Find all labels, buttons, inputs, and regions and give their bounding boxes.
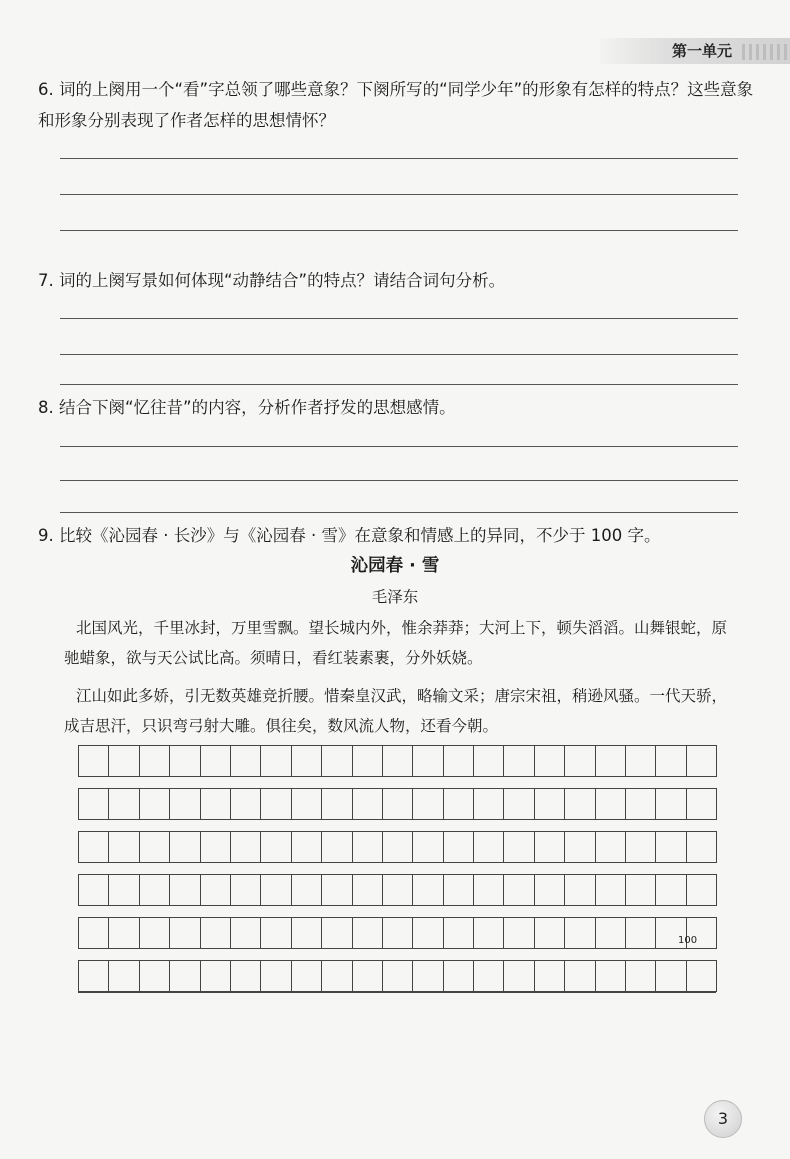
grid-cell[interactable] [231,745,261,777]
grid-cell[interactable] [353,960,383,992]
grid-cell[interactable] [504,788,534,820]
grid-cell[interactable] [322,831,352,863]
answer-line [60,354,738,355]
grid-cell[interactable] [444,831,474,863]
grid-cell[interactable] [565,960,595,992]
grid-cell[interactable] [474,745,504,777]
grid-cell[interactable] [231,960,261,992]
grid-cell[interactable] [79,788,109,820]
grid-cell[interactable] [413,831,443,863]
grid-cell[interactable] [383,831,413,863]
grid-cell[interactable] [201,788,231,820]
grid-cell[interactable] [170,960,200,992]
grid-cell[interactable] [322,960,352,992]
grid-cell[interactable] [109,960,139,992]
grid-cell[interactable] [474,831,504,863]
grid-cell[interactable] [353,788,383,820]
grid-cell[interactable] [292,745,322,777]
answer-line [60,480,738,481]
grid-cell[interactable] [292,960,322,992]
grid-cell[interactable] [79,831,109,863]
grid-cell[interactable] [109,917,139,949]
grid-cell[interactable] [687,788,717,820]
grid-cell[interactable] [353,831,383,863]
grid-cell[interactable] [322,788,352,820]
grid-cell[interactable] [413,745,443,777]
grid-cell[interactable] [109,831,139,863]
answer-line [60,512,738,513]
question-7: 7. 词的上阕写景如何体现“动静结合”的特点？请结合词句分析。 [38,271,506,290]
grid-cell[interactable] [79,960,109,992]
grid-cell[interactable] [444,960,474,992]
grid-cell[interactable] [626,831,656,863]
grid-cell[interactable] [565,788,595,820]
grid-cell[interactable] [261,831,291,863]
grid-cell[interactable] [261,960,291,992]
question-9: 9. 比较《沁园春 · 长沙》与《沁园春 · 雪》在意象和情感上的异同，不少于 100 字。 [38,526,661,545]
grid-cell[interactable] [474,788,504,820]
grid-cell[interactable] [292,788,322,820]
grid-cell[interactable] [596,960,626,992]
grid-cell[interactable] [170,874,200,906]
grid-cell[interactable] [140,788,170,820]
grid-cell[interactable] [535,831,565,863]
grid-cell[interactable] [474,874,504,906]
grid-cell[interactable] [504,831,534,863]
header-stripes [742,44,788,60]
grid-cell[interactable] [504,960,534,992]
grid-cell[interactable] [565,917,595,949]
grid-row [78,745,717,788]
grid-row [78,831,717,874]
answer-line [60,318,738,319]
grid-cell[interactable] [565,874,595,906]
grid-cell[interactable] [596,874,626,906]
grid-cell[interactable] [140,874,170,906]
grid-cell[interactable] [201,917,231,949]
grid-cell[interactable] [596,745,626,777]
grid-cell[interactable] [535,788,565,820]
grid-cell[interactable] [504,745,534,777]
grid-cell[interactable] [170,788,200,820]
question-6: 6. 词的上阕用一个“看”字总领了哪些意象？下阕所写的“同学少年”的形象有怎样的特点？这些意象和形象分别表现了作者怎样的思想情怀？ [38,80,754,131]
grid-cell[interactable] [596,917,626,949]
grid-cell[interactable] [201,960,231,992]
grid-cell[interactable] [201,831,231,863]
question-8: 8. 结合下阕“忆往昔”的内容，分析作者抒发的思想感情。 [38,398,456,417]
grid-cell[interactable] [261,788,291,820]
grid-cell[interactable] [687,874,717,906]
grid-row [78,788,717,831]
grid-cell[interactable] [109,788,139,820]
poem-paragraph-2: 江山如此多娇，引无数英雄竞折腰。惜秦皇汉武，略输文采；唐宗宋祖，稍逊风骚。一代天骄，成吉思汗，只识弯弓射大雕。俱往矣，数风流人物，还看今朝。 [64,687,728,735]
grid-cell[interactable] [626,788,656,820]
grid-bottom-line [78,992,716,993]
grid-cell[interactable] [140,960,170,992]
grid-cell[interactable] [79,917,109,949]
grid-cell[interactable] [231,831,261,863]
grid-cell[interactable] [535,917,565,949]
grid-cell[interactable] [109,745,139,777]
poem-paragraph-1: 北国风光，千里冰封，万里雪飘。望长城内外，惟余莽莽；大河上下，顿失滔滔。山舞银蛇，原驰蜡象，欲与天公试比高。须晴日，看红装素裹，分外妖娆。 [64,619,728,667]
grid-cell[interactable] [687,745,717,777]
grid-cell[interactable] [535,960,565,992]
grid-cell[interactable] [444,917,474,949]
grid-cell[interactable] [322,745,352,777]
grid-cell[interactable] [170,917,200,949]
grid-cell[interactable] [170,745,200,777]
grid-cell[interactable] [626,960,656,992]
grid-cell[interactable] [656,745,686,777]
grid-mark-100: 100 [678,935,698,946]
answer-line [60,194,738,195]
grid-cell[interactable] [231,874,261,906]
grid-cell[interactable] [656,788,686,820]
grid-cell[interactable] [444,788,474,820]
grid-cell[interactable] [626,917,656,949]
grid-cell[interactable] [231,788,261,820]
answer-line [60,384,738,385]
grid-cell[interactable] [292,917,322,949]
grid-cell[interactable] [565,831,595,863]
grid-cell[interactable] [383,745,413,777]
grid-cell[interactable] [292,831,322,863]
grid-cell[interactable] [383,917,413,949]
grid-cell[interactable] [596,831,626,863]
grid-cell[interactable] [626,745,656,777]
grid-cell[interactable] [474,917,504,949]
page-number: 3 [704,1100,742,1138]
grid-cell[interactable] [322,874,352,906]
grid-cell[interactable] [353,917,383,949]
grid-cell[interactable] [687,831,717,863]
grid-cell[interactable] [170,831,200,863]
grid-cell[interactable] [535,745,565,777]
grid-row [78,874,717,917]
grid-cell[interactable] [626,874,656,906]
grid-cell[interactable] [353,874,383,906]
grid-cell[interactable] [474,960,504,992]
writing-grid[interactable] [78,745,717,1003]
grid-cell[interactable] [535,874,565,906]
grid-cell[interactable] [383,788,413,820]
grid-cell[interactable] [140,917,170,949]
unit-title: 第一单元 [672,42,733,60]
grid-cell[interactable] [201,745,231,777]
grid-row [78,960,717,1003]
grid-cell[interactable] [656,831,686,863]
grid-cell[interactable] [413,960,443,992]
grid-cell[interactable] [231,917,261,949]
answer-line [60,446,738,447]
grid-cell[interactable] [383,874,413,906]
grid-cell[interactable] [687,960,717,992]
grid-cell[interactable] [79,745,109,777]
poem-author: 毛泽东 [371,588,419,606]
grid-cell[interactable] [504,917,534,949]
grid-cell[interactable] [656,960,686,992]
grid-cell[interactable] [140,831,170,863]
grid-row [78,917,717,960]
grid-cell[interactable] [413,788,443,820]
grid-cell[interactable] [261,917,291,949]
grid-cell[interactable] [292,874,322,906]
grid-cell[interactable] [444,745,474,777]
grid-cell[interactable] [565,745,595,777]
grid-cell[interactable] [383,960,413,992]
grid-cell[interactable] [413,874,443,906]
answer-line [60,158,738,159]
grid-cell[interactable] [261,745,291,777]
grid-cell[interactable] [596,788,626,820]
grid-cell[interactable] [201,874,231,906]
grid-cell[interactable] [504,874,534,906]
grid-cell[interactable] [79,874,109,906]
grid-cell[interactable] [322,917,352,949]
grid-cell[interactable] [656,874,686,906]
grid-cell[interactable] [353,745,383,777]
answer-line [60,230,738,231]
grid-cell[interactable] [140,745,170,777]
grid-cell[interactable] [261,874,291,906]
poem-title: 沁园春 · 雪 [350,556,440,576]
grid-cell[interactable] [413,917,443,949]
grid-cell[interactable] [109,874,139,906]
grid-cell[interactable] [444,874,474,906]
